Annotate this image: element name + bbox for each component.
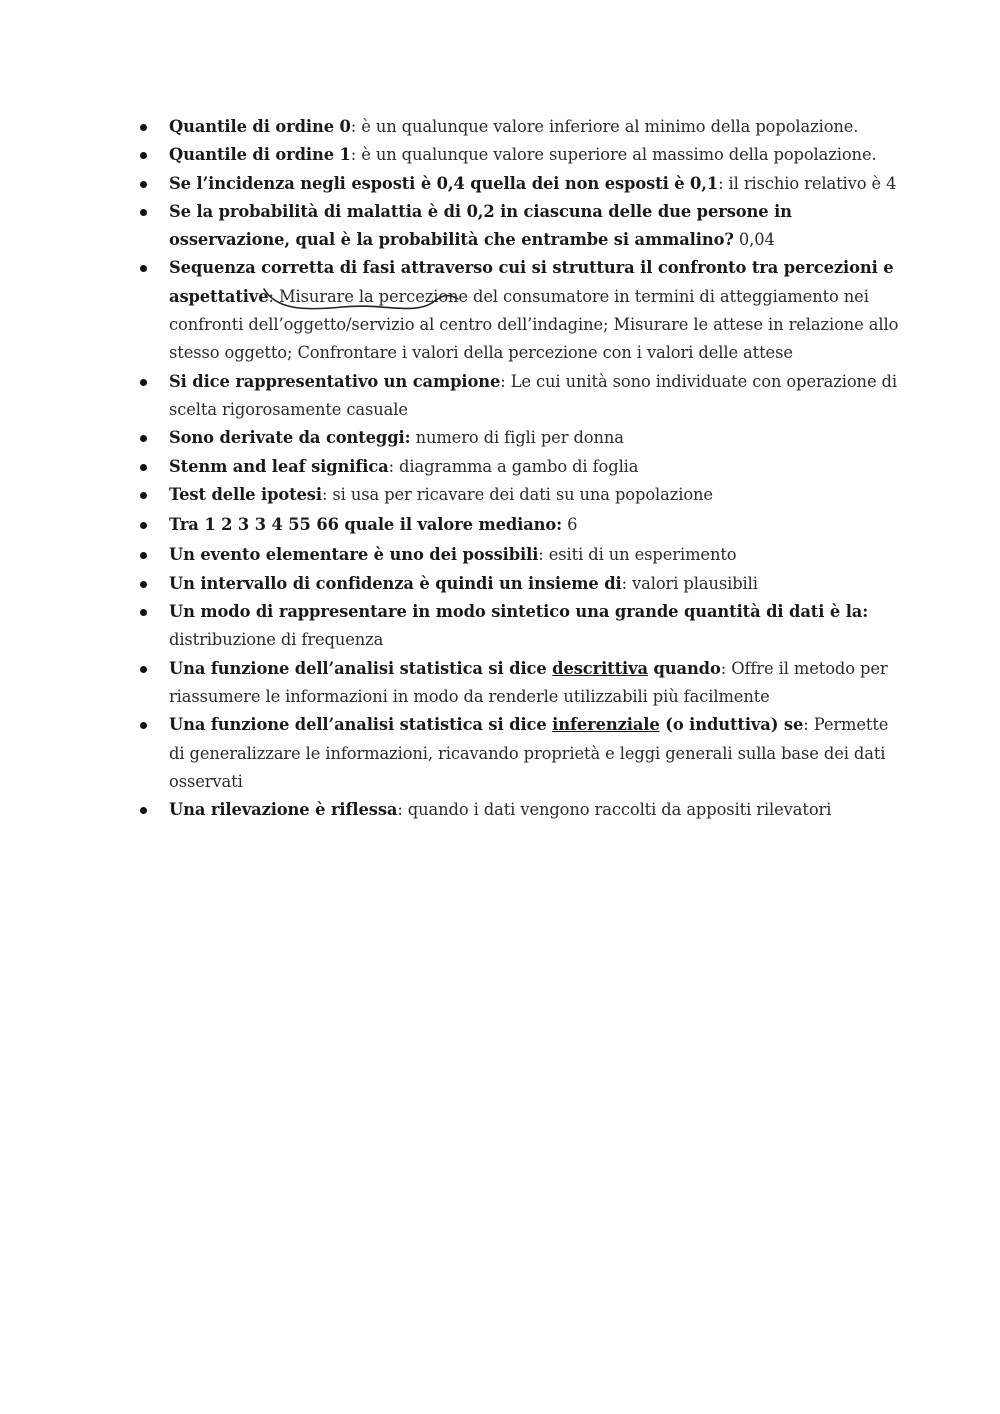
list-item — [0, 424, 1000, 452]
item-label: Una funzione dell’analisi statistica si dice — [169, 658, 553, 678]
item-label: Stenm and leaf significa — [169, 456, 389, 476]
item-answer: : Offre il metodo per riassumere le informazioni in modo da renderle utilizzabili più facilmente — [169, 658, 888, 706]
bullet-icon — [140, 492, 147, 499]
item-text — [169, 659, 888, 706]
item-answer: 6 — [562, 515, 578, 535]
item-answer: distribuzione di frequenza — [169, 630, 384, 650]
bullet-icon — [140, 722, 147, 729]
item-text — [169, 515, 577, 534]
item-label: Una rilevazione è riflessa — [169, 800, 398, 820]
notes-list — [0, 113, 1000, 824]
item-answer: : diagramma a gambo di foglia — [388, 456, 639, 476]
bullet-icon — [140, 666, 147, 673]
item-text — [169, 800, 831, 819]
item-answer: : quando i dati vengono raccolti da appositi rilevatori — [397, 800, 832, 820]
list-item — [0, 481, 1000, 509]
item-text — [169, 428, 624, 447]
bullet-icon — [140, 552, 147, 559]
bullet-icon — [140, 209, 147, 216]
item-label: Tra 1 2 3 3 4 55 66 quale il valore mediano: — [169, 515, 563, 535]
list-item — [0, 141, 1000, 169]
item-label: Se l’incidenza negli esposti è 0,4 quella dei non esposti è 0,1 — [169, 173, 719, 193]
list-item — [0, 511, 1000, 539]
item-answer: : è un qualunque valore inferiore al minimo della popolazione. — [350, 117, 859, 136]
item-label: (o induttiva) se — [659, 715, 804, 735]
item-answer: : si usa per ricavare dei dati su una popolazione — [321, 484, 713, 504]
item-text — [169, 372, 897, 419]
item-label: quando — [647, 658, 721, 678]
item-label: Una funzione dell’analisi statistica si dice — [169, 715, 553, 735]
item-label: Se la probabilità di malattia è di 0,2 in ciascuna delle due persone in osservazione, qual è la probabilità che entrambe si ammalino? — [169, 201, 792, 250]
list-item — [0, 655, 1000, 712]
item-label: Sequenza corretta di fasi attraverso cui si struttura il confronto tra percezioni e aspettative — [169, 258, 894, 306]
bullet-icon — [140, 522, 147, 529]
item-text — [169, 145, 877, 164]
bullet-icon — [140, 807, 147, 814]
bullet-icon — [140, 609, 147, 616]
list-item — [0, 113, 1000, 141]
bullet-icon — [140, 181, 147, 188]
bullet-icon — [140, 124, 147, 131]
item-text — [169, 574, 758, 593]
bullet-icon — [140, 265, 147, 272]
list-item — [0, 570, 1000, 598]
item-keyword: inferenziale — [552, 715, 660, 735]
item-answer: : esiti di un esperimento — [538, 545, 737, 565]
item-text — [169, 457, 638, 476]
item-answer: : Misurare la percezione del consumatore in termini di atteggiamento nei confronti dell’oggetto/servizio al centro dell’indagine; Misurare le attese in relazione allo stesso oggetto; Confrontare i valori della percezione con i valori delle attese — [169, 286, 899, 363]
item-text — [169, 202, 792, 249]
item-answer: numero di figli per donna — [410, 428, 624, 448]
item-answer: : Le cui unità sono individuate con operazione di scelta rigorosamente casuale — [169, 371, 897, 419]
item-answer: 0,04 — [733, 230, 775, 250]
bullet-icon — [140, 581, 147, 588]
item-label: Quantile di ordine 0 — [169, 117, 351, 136]
bullet-icon — [140, 464, 147, 471]
item-label: Un intervallo di confidenza è quindi un insieme di — [169, 573, 622, 593]
list-item — [0, 711, 1000, 796]
item-text — [169, 602, 868, 649]
item-text — [169, 258, 898, 362]
list-item — [0, 368, 1000, 425]
bullet-icon — [140, 152, 147, 159]
item-answer: : valori plausibili — [621, 573, 758, 593]
item-text — [169, 545, 736, 564]
item-answer: : Permette di generalizzare le informazioni, ricavando proprietà e leggi generali sulla base dei dati osservati — [169, 715, 889, 791]
item-label: Un modo di rappresentare in modo sintetico una grande quantità di dati è la: — [169, 602, 869, 622]
list-item — [0, 198, 1000, 255]
bullet-icon — [140, 379, 147, 386]
item-answer: : il rischio relativo è 4 — [718, 173, 897, 193]
item-answer: : è un qualunque valore superiore al massimo della popolazione. — [350, 145, 877, 165]
item-label: Test delle ipotesi — [169, 484, 322, 504]
item-text — [169, 117, 858, 136]
item-text — [169, 485, 713, 504]
list-item — [0, 541, 1000, 569]
item-label: Quantile di ordine 1 — [169, 145, 351, 165]
item-text — [169, 715, 888, 791]
bullet-icon — [140, 435, 147, 442]
item-keyword: descrittiva — [552, 658, 648, 678]
list-item — [0, 170, 1000, 198]
list-item — [0, 254, 1000, 367]
list-item — [0, 598, 1000, 655]
item-label: Sono derivate da conteggi: — [169, 428, 411, 448]
item-text — [169, 174, 896, 193]
list-item — [0, 796, 1000, 824]
list-item — [0, 453, 1000, 481]
item-label: Si dice rappresentativo un campione — [169, 371, 501, 391]
item-label: Un evento elementare è uno dei possibili — [169, 545, 539, 565]
